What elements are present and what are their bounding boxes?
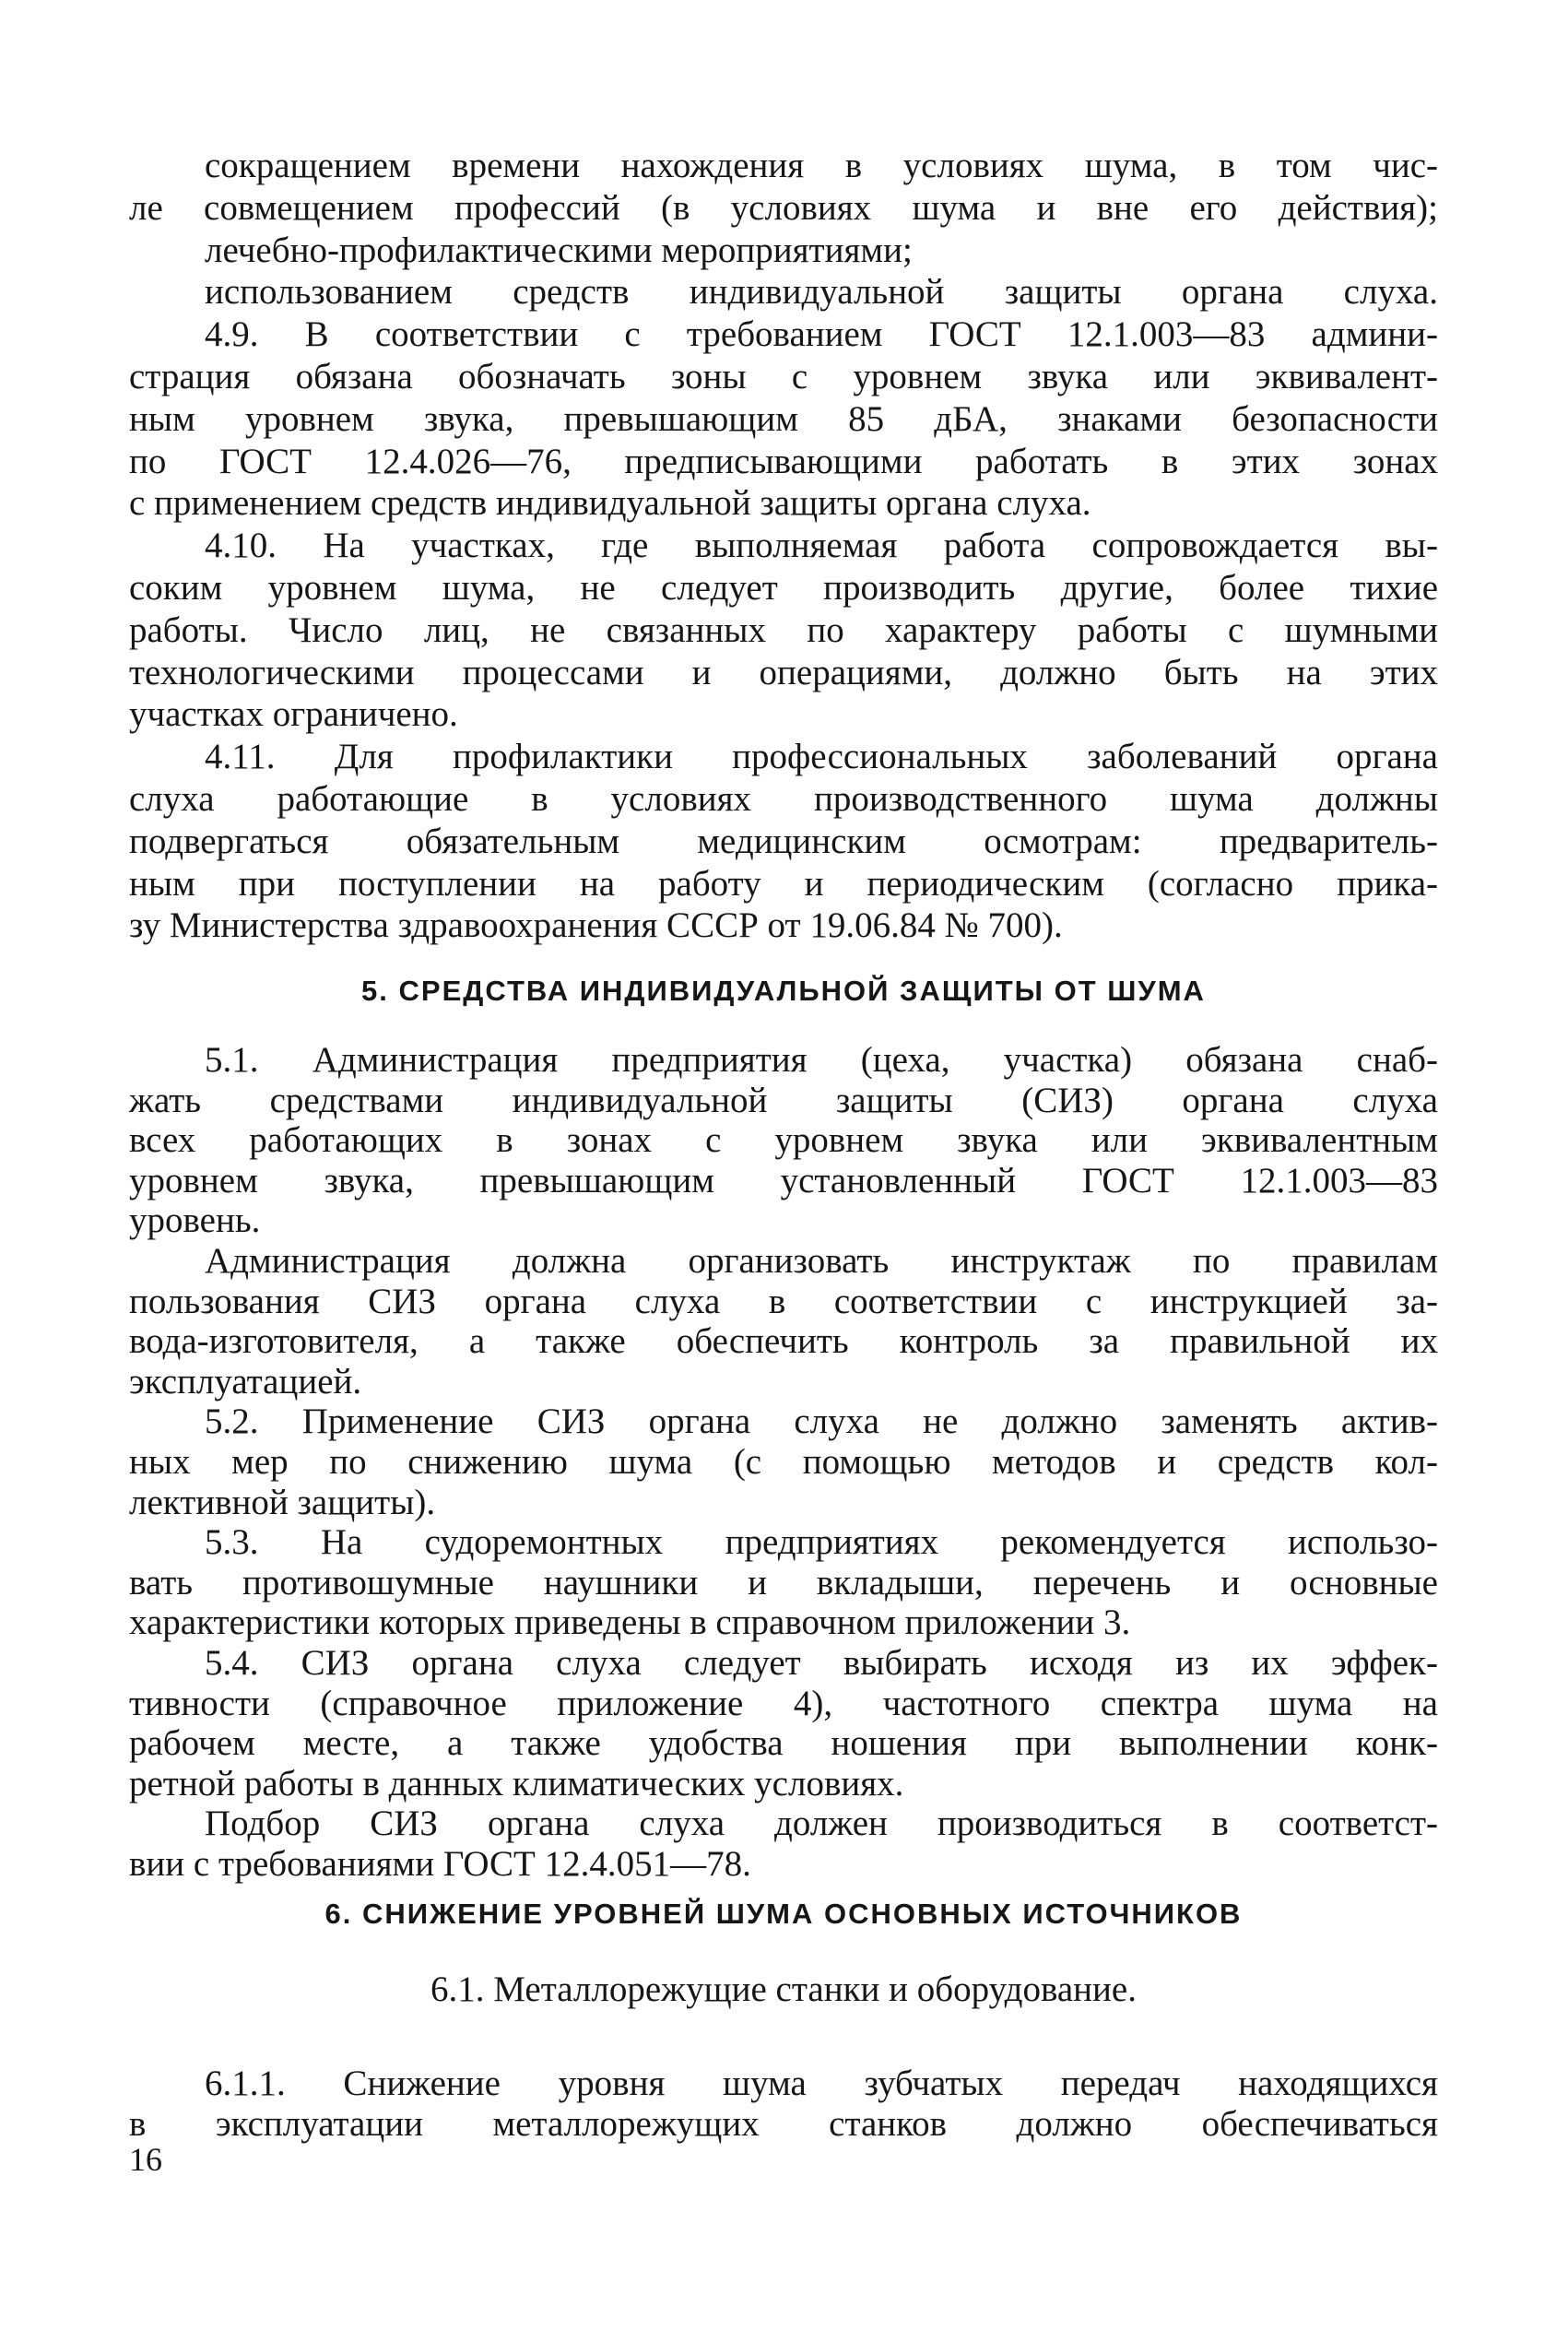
text-line: ным при поступлении на работу и периодическим (согласно прика- — [129, 863, 1438, 904]
text-line: 5.2. Применение СИЗ органа слуха не должно заменять актив- — [205, 1402, 1438, 1442]
text-line: уровнем звука, превышающим установленный ГОСТ 12.1.003—83 — [129, 1160, 1438, 1200]
text-line: Подбор СИЗ органа слуха должен производиться в соответст- — [205, 1804, 1438, 1844]
text-line: страция обязана обозначать зоны с уровнем звука или эквивалент- — [129, 357, 1438, 396]
text-line: слуха работающие в условиях производственного шума должны — [129, 779, 1438, 819]
text-line: всех работающих в зонах с уровнем звука или эквивалентным — [129, 1120, 1438, 1161]
subsection-6-1-heading: 6.1. Металлорежущие станки и оборудование. — [430, 1969, 1137, 2009]
text-line: характеристики которых приведены в справочном приложении 3. — [129, 1603, 1131, 1643]
text-line: технологическими процессами и операциями, должно быть на этих — [129, 652, 1438, 692]
text-line: 5.1. Администрация предприятия (цеха, участка) обязана снаб- — [205, 1040, 1438, 1080]
text-line: использованием средств индивидуальной защиты органа слуха. — [205, 272, 1438, 313]
text-line: лективной защиты). — [129, 1482, 436, 1522]
text-line: 4.11. Для профилактики профессиональных заболеваний органа — [205, 737, 1438, 777]
text-line: тивности (справочное приложение 4), частотного спектра шума на — [129, 1683, 1438, 1723]
text-line: ных мер по снижению шума (с помощью методов и средств кол- — [129, 1442, 1438, 1482]
text-line: ным уровнем звука, превышающим 85 дБА, знаками безопасности — [129, 398, 1438, 439]
text-line: подвергаться обязательным медицинским осмотрам: предваритель- — [129, 821, 1438, 861]
text-line: рабочем месте, а также удобства ношения при выполнении конк- — [129, 1723, 1438, 1764]
text-line: уровень. — [129, 1200, 261, 1241]
text-line: 4.9. В соответствии с требованием ГОСТ 12.1.003—83 админи- — [205, 314, 1438, 355]
page-number: 16 — [129, 2141, 162, 2178]
text-line: с применением средств индивидуальной защиты органа слуха. — [129, 483, 1091, 524]
text-line: лечебно-профилактическими мероприятиями; — [205, 230, 913, 270]
text-line: 5.4. СИЗ органа слуха следует выбирать исходя из их эффек- — [205, 1643, 1438, 1683]
text-line: работы. Число лиц, не связанных по характеру работы с шумными — [129, 609, 1438, 650]
section-5-heading: 5. СРЕДСТВА ИНДИВИДУАЛЬНОЙ ЗАЩИТЫ ОТ ШУМА — [361, 975, 1206, 1007]
text-line: соким уровнем шума, не следует производить другие, более тихие — [129, 568, 1438, 608]
text-line: пользования СИЗ органа слуха в соответствии с инструкцией за- — [129, 1281, 1438, 1321]
text-line: участках ограничено. — [129, 694, 458, 735]
text-line: зу Министерства здравоохранения СССР от 19.06.84 № 700). — [129, 905, 1063, 946]
text-line: 5.3. На судоремонтных предприятиях рекомендуется использо- — [205, 1522, 1438, 1563]
text-line: ретной работы в данных климатических условиях. — [129, 1763, 904, 1804]
text-line: сокращением времени нахождения в условиях шума, в том чис- — [205, 146, 1438, 185]
text-line: 4.10. На участках, где выполняемая работа сопровождается вы- — [205, 526, 1438, 566]
text-line: жать средствами индивидуальной защиты (СИЗ) органа слуха — [129, 1080, 1438, 1120]
text-line: вии с требованиями ГОСТ 12.4.051—78. — [129, 1844, 751, 1884]
text-line: 6.1.1. Снижение уровня шума зубчатых передач находящихся — [205, 2064, 1438, 2103]
section-6-heading: 6. СНИЖЕНИЕ УРОВНЕЙ ШУМА ОСНОВНЫХ ИСТОЧНИКОВ — [324, 1898, 1243, 1930]
text-line: Администрация должна организовать инструктаж по правилам — [205, 1241, 1438, 1281]
text-line: ле совмещением профессий (в условиях шума и вне его действия); — [129, 187, 1438, 228]
text-line: в эксплуатации металлорежущих станков должно обеспечиваться — [129, 2104, 1438, 2144]
text-line: вать противошумные наушники и вкладыши, перечень и основные — [129, 1562, 1438, 1603]
text-line: вода-изготовителя, а также обеспечить контроль за правильной их — [129, 1321, 1438, 1362]
text-line: по ГОСТ 12.4.026—76, предписывающими работать в этих зонах — [129, 441, 1438, 481]
text-line: эксплуатацией. — [129, 1361, 362, 1402]
